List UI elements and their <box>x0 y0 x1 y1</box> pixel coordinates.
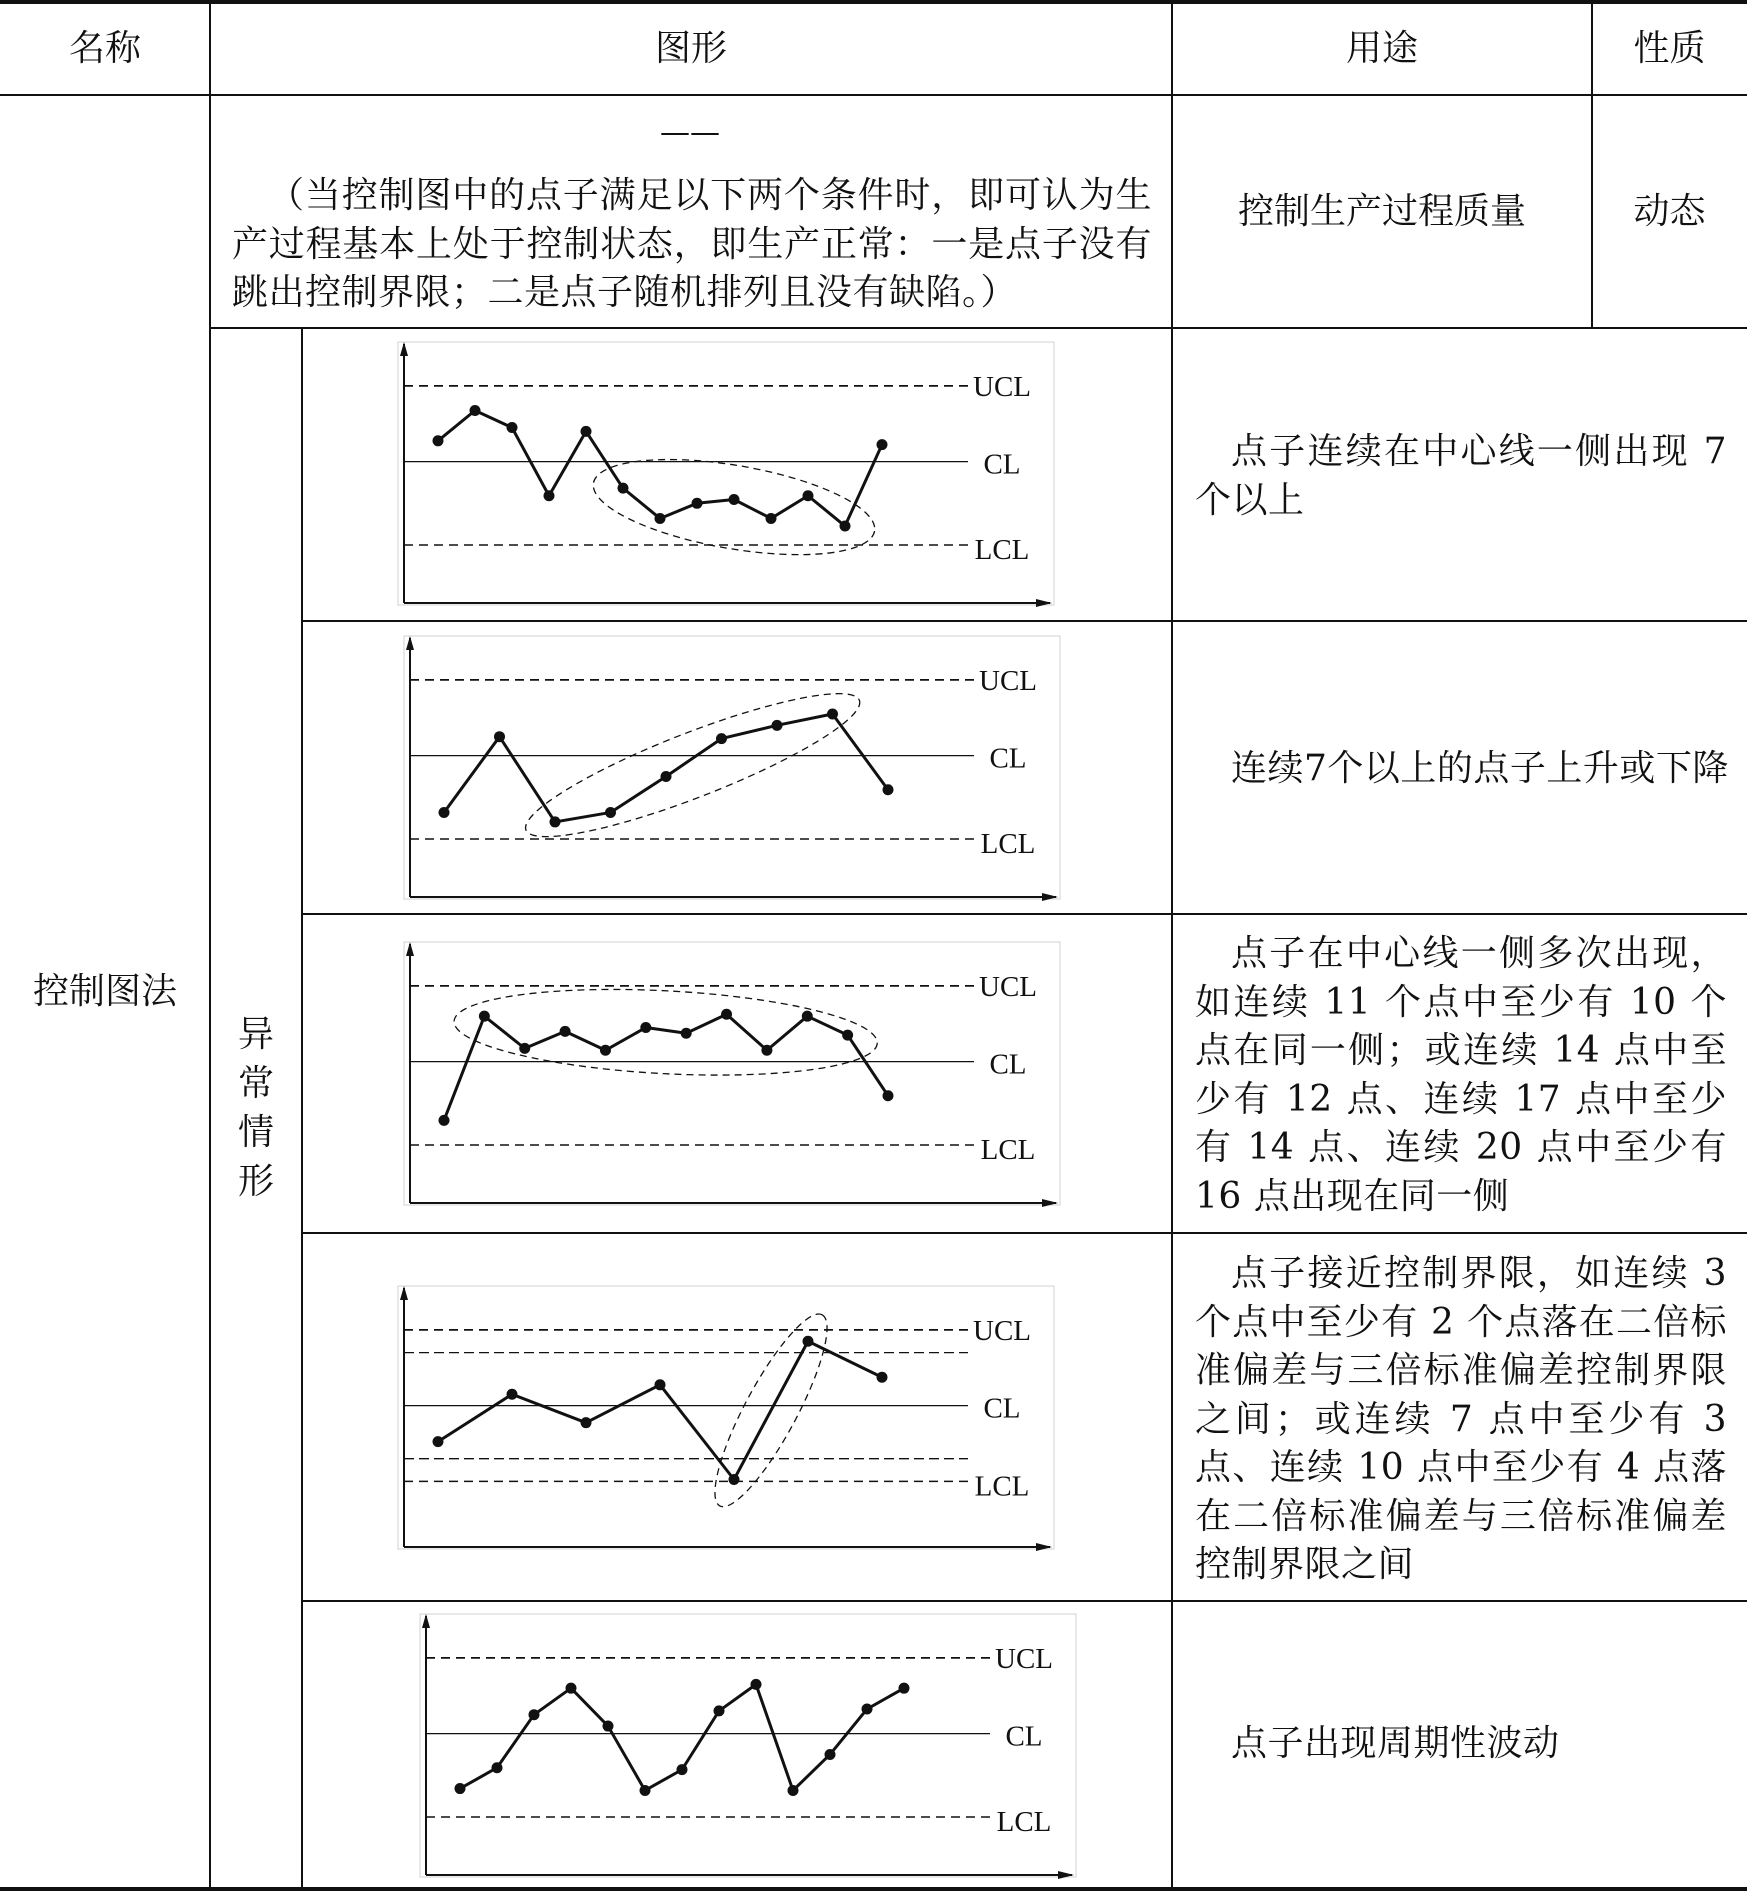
cl-label: CL <box>989 742 1027 775</box>
data-point <box>640 1785 651 1796</box>
x-axis-arrow <box>1042 893 1058 901</box>
col-line-abnormal-label <box>301 328 303 1891</box>
x-axis-arrow <box>1036 599 1052 607</box>
series-line <box>438 411 882 527</box>
data-point <box>600 1045 611 1056</box>
data-point <box>655 513 666 524</box>
data-point <box>761 1045 772 1056</box>
data-point <box>899 1683 910 1694</box>
data-point <box>883 1090 894 1101</box>
bottom-border <box>0 1887 1747 1891</box>
chart-frame <box>404 942 1060 1205</box>
data-point <box>716 733 727 744</box>
data-point <box>605 807 616 818</box>
data-point <box>803 1336 814 1347</box>
x-axis-arrow <box>1042 1199 1058 1207</box>
series-line <box>444 714 888 822</box>
cl-label: CL <box>989 1048 1027 1081</box>
normal-row-bottom-line <box>210 327 1747 329</box>
abnormal-label <box>226 1010 286 1206</box>
ucl-label: UCL <box>995 1642 1053 1675</box>
lcl-label: LCL <box>980 1133 1036 1166</box>
data-point <box>603 1721 614 1732</box>
cl-label: CL <box>983 1392 1021 1425</box>
data-point <box>721 1009 732 1020</box>
data-point <box>842 1030 853 1041</box>
header-nature: 性质 <box>1633 28 1706 69</box>
data-point <box>877 1372 888 1383</box>
control-chart-3 <box>396 940 1096 1210</box>
data-point <box>681 1028 692 1039</box>
abnormal-label-char: 异 <box>237 1014 274 1055</box>
data-point <box>827 708 838 719</box>
row4-bottom-line <box>302 1600 1747 1602</box>
normal-dash: —— <box>660 115 720 150</box>
data-point <box>692 498 703 509</box>
cl-label: CL <box>1005 1720 1043 1753</box>
highlight-ellipse <box>514 670 871 860</box>
control-chart-1 <box>390 340 1090 610</box>
data-point <box>766 513 777 524</box>
control-chart-4 <box>390 1284 1090 1554</box>
abnormal-label-char: 形 <box>237 1161 274 1202</box>
normal-description: （当控制图中的点子满足以下两个条件时，即可认为生产过程基本上处于控制状态，即生产正常：一是点子没有跳出控制界限；二是点子随机排列且没有缺陷。） <box>232 175 1152 313</box>
data-point <box>439 807 450 818</box>
data-point <box>729 1474 740 1485</box>
x-axis-arrow <box>1058 1871 1074 1879</box>
data-point <box>581 1417 592 1428</box>
data-point <box>550 816 561 827</box>
y-axis-arrow <box>400 342 408 356</box>
data-point <box>840 521 851 532</box>
chart-frame <box>398 342 1054 605</box>
abnormal-usage-4: 点子接近控制界限，如连续 3 个点中至少有 2 个点落在二倍标准偏差与三倍标准偏差控制界限之间；或连续 7 点中至少有 3 点、连续 10 点中至少有 4 点落在二倍标准偏差与三倍标准偏差控制界限之间 <box>1195 1253 1727 1585</box>
y-axis-arrow <box>406 942 414 956</box>
row2-bottom-line <box>302 913 1747 915</box>
data-point <box>455 1783 466 1794</box>
data-point <box>655 1379 666 1390</box>
data-point <box>439 1115 450 1126</box>
data-point <box>677 1764 688 1775</box>
data-point <box>825 1749 836 1760</box>
ucl-label: UCL <box>979 970 1037 1003</box>
x-axis-arrow <box>1036 1543 1052 1551</box>
abnormal-usage-3: 点子在中心线一侧多次出现，如连续 11 个点中至少有 10 个点在同一侧；或连续 14 点中至少有 12 点、连续 17 点中至少有 14 点、连续 20 点中至少有 16 点出现在同一侧 <box>1195 933 1727 1217</box>
row1-bottom-line <box>302 620 1747 622</box>
lcl-label: LCL <box>996 1805 1052 1838</box>
data-point <box>788 1785 799 1796</box>
data-point <box>470 405 481 416</box>
header-usage: 用途 <box>1345 28 1418 69</box>
data-point <box>877 439 888 450</box>
data-point <box>640 1022 651 1033</box>
chart-frame <box>404 636 1060 899</box>
data-point <box>507 422 518 433</box>
control-chart-5 <box>412 1612 1112 1882</box>
abnormal-usage-1: 点子连续在中心线一侧出现 7个以上 <box>1195 431 1727 521</box>
abnormal-label-char: 情 <box>237 1112 274 1153</box>
series-line <box>444 1014 888 1120</box>
data-point <box>566 1683 577 1694</box>
data-point <box>519 1043 530 1054</box>
y-axis-arrow <box>422 1614 430 1628</box>
header-figure: 图形 <box>654 28 727 69</box>
data-point <box>433 435 444 446</box>
data-point <box>802 1011 813 1022</box>
y-axis-arrow <box>400 1286 408 1300</box>
ucl-label: UCL <box>973 370 1031 403</box>
data-point <box>883 784 894 795</box>
control-chart-2 <box>396 634 1096 904</box>
abnormal-usage-2: 连续7个以上的点子上升或下降 <box>1231 748 1729 789</box>
abnormal-label-char: 常 <box>237 1063 274 1104</box>
method-label: 控制图法 <box>32 970 177 1012</box>
data-point <box>751 1679 762 1690</box>
ucl-label: UCL <box>973 1314 1031 1347</box>
data-point <box>479 1011 490 1022</box>
normal-nature: 动态 <box>1633 190 1706 232</box>
data-point <box>661 771 672 782</box>
data-point <box>560 1026 571 1037</box>
data-point <box>729 494 740 505</box>
data-point <box>581 426 592 437</box>
data-point <box>772 720 783 731</box>
lcl-label: LCL <box>974 1470 1030 1503</box>
abnormal-usage-5: 点子出现周期性波动 <box>1231 1723 1560 1764</box>
row3-bottom-line <box>302 1232 1747 1234</box>
data-point <box>618 483 629 494</box>
normal-usage: 控制生产过程质量 <box>1237 190 1526 232</box>
lcl-label: LCL <box>974 533 1030 566</box>
data-point <box>529 1709 540 1720</box>
data-point <box>544 490 555 501</box>
cl-label: CL <box>983 448 1021 481</box>
ucl-label: UCL <box>979 664 1037 697</box>
data-point <box>492 1762 503 1773</box>
data-point <box>862 1704 873 1715</box>
data-point <box>433 1436 444 1447</box>
chart-frame <box>398 1286 1054 1549</box>
data-point <box>803 490 814 501</box>
data-point <box>507 1389 518 1400</box>
data-point <box>494 731 505 742</box>
chart-frame <box>420 1614 1076 1877</box>
highlight-ellipse <box>452 980 880 1085</box>
y-axis-arrow <box>406 636 414 650</box>
data-point <box>714 1705 725 1716</box>
header-name: 名称 <box>68 28 141 69</box>
lcl-label: LCL <box>980 827 1036 860</box>
